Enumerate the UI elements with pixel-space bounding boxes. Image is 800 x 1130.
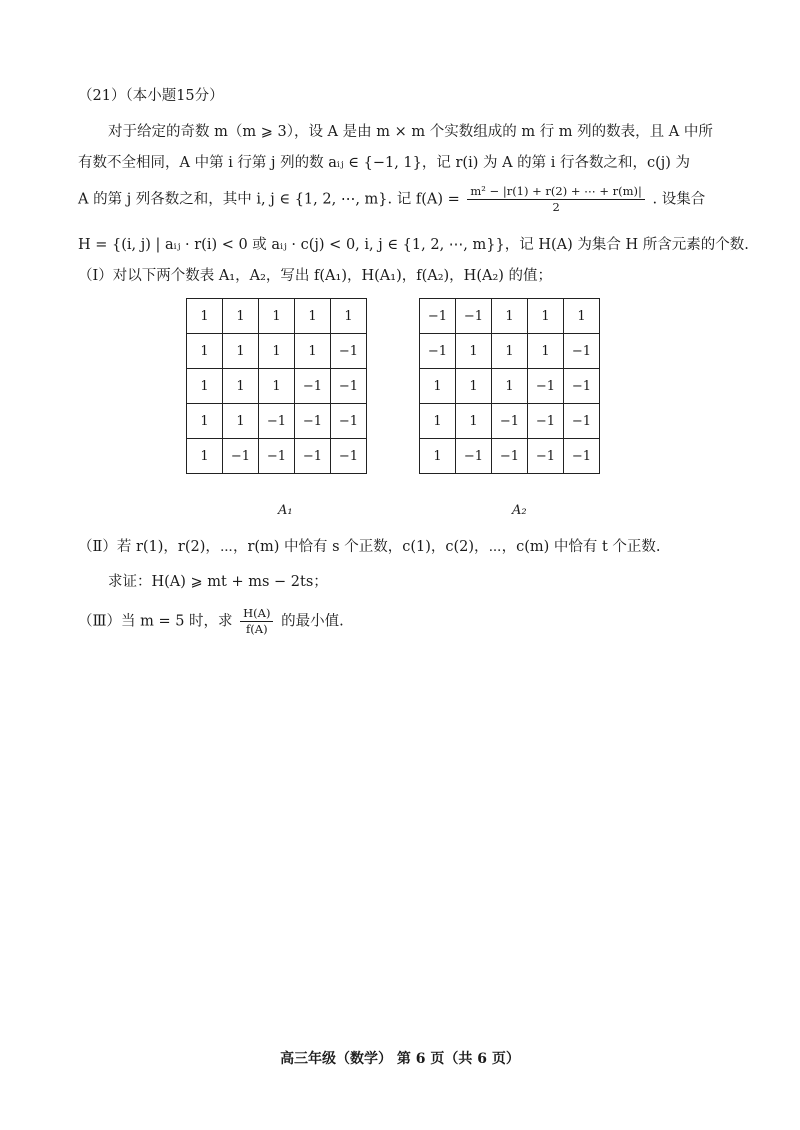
table-cell: 1 (187, 439, 223, 474)
table-cell: 1 (223, 404, 259, 439)
table-cell: 1 (528, 299, 564, 334)
table-cell: −1 (564, 334, 600, 369)
table-a2 (419, 298, 600, 474)
table-cell: −1 (331, 369, 367, 404)
table-cell: 1 (223, 299, 259, 334)
part-3 (78, 606, 738, 637)
table-cell: 1 (259, 334, 295, 369)
table-cell: 1 (295, 334, 331, 369)
table-cell: 1 (187, 369, 223, 404)
table-row (187, 404, 367, 439)
table-cell: 1 (223, 334, 259, 369)
table-cell: −1 (564, 439, 600, 474)
table-cell: −1 (420, 299, 456, 334)
table-row (420, 369, 600, 404)
table-row (420, 439, 600, 474)
table-cell: 1 (331, 299, 367, 334)
table-cell: −1 (528, 369, 564, 404)
table-cell: −1 (492, 404, 528, 439)
table-cell: −1 (456, 439, 492, 474)
intro-line-2: 有数不全相同，A 中第 i 行第 j 列的数 aᵢⱼ ∈ {−1, 1}，记 r(i) 为 A 的第 i 行各数之和，c(j) 为 (78, 155, 691, 171)
fraction-denominator: 2 (552, 200, 560, 214)
table-cell: 1 (259, 369, 295, 404)
table-row (187, 299, 367, 334)
table-cell: 1 (492, 369, 528, 404)
table-cell: 1 (492, 299, 528, 334)
table-cell: 1 (187, 404, 223, 439)
intro-line-4: H = {(i, j) | aᵢⱼ · r(i) < 0 或 aᵢⱼ · c(j) < 0, i, j ∈ {1, 2, ⋯, m}}，记 H(A) 为集合 H 所含元素的个数. (78, 237, 749, 253)
table-cell: −1 (456, 299, 492, 334)
table-cell: 1 (492, 334, 528, 369)
problem-number: （21）（本小题15分） (78, 88, 224, 104)
intro-line-3b: . 设集合 (652, 191, 706, 208)
table-row (187, 334, 367, 369)
table-cell: −1 (528, 439, 564, 474)
table-cell: −1 (564, 404, 600, 439)
table-cell: 1 (295, 299, 331, 334)
table-cell: −1 (528, 404, 564, 439)
table-cell: 1 (528, 334, 564, 369)
table-cell: 1 (456, 334, 492, 369)
table-cell: −1 (223, 439, 259, 474)
table-cell: −1 (492, 439, 528, 474)
table-cell: −1 (295, 369, 331, 404)
part-3a: （Ⅲ）当 m = 5 时，求 (78, 613, 233, 630)
table-row (420, 404, 600, 439)
intro-line-3a: A 的第 j 列各数之和，其中 i, j ∈ {1, 2, ⋯, m}. 记 f(A) = (78, 191, 460, 208)
table-cell: −1 (564, 369, 600, 404)
fraction-numerator: m² − |r(1) + r(2) + ⋯ + r(m)| (467, 184, 645, 200)
table-cell: 1 (259, 299, 295, 334)
part-2-proof: 求证：H(A) ⩾ mt + ms − 2ts； (108, 574, 328, 590)
table-cell: −1 (420, 334, 456, 369)
table-cell: −1 (331, 439, 367, 474)
table-cell: 1 (187, 334, 223, 369)
intro-line-1: 对于给定的奇数 m（m ⩾ 3），设 A 是由 m × m 个实数组成的 m 行 m 列的数表，且 A 中所 (108, 124, 713, 140)
table-cell: −1 (331, 334, 367, 369)
table-row (420, 334, 600, 369)
part-1: （Ⅰ）对以下两个数表 A₁，A₂，写出 f(A₁)，H(A₁)，f(A₂)，H(A₂) 的值； (78, 268, 553, 284)
table-cell: 1 (456, 404, 492, 439)
table-cell: −1 (331, 404, 367, 439)
f-definition-fraction (467, 184, 645, 215)
table-cell: 1 (187, 299, 223, 334)
part-2: （Ⅱ）若 r(1)，r(2)，⋯，r(m) 中恰有 s 个正数，c(1)，c(2)，⋯，c(m) 中恰有 t 个正数. (78, 539, 661, 555)
table-cell: −1 (259, 404, 295, 439)
ratio-denominator: f(A) (246, 622, 268, 636)
page-footer: 高三年级（数学） 第 6 页（共 6 页） (280, 1051, 520, 1067)
ratio-numerator: H(A) (240, 606, 273, 622)
table-cell: 1 (223, 369, 259, 404)
table-cell: −1 (259, 439, 295, 474)
table-row (420, 299, 600, 334)
intro-line-3 (78, 184, 738, 215)
table-cell: 1 (456, 369, 492, 404)
table-a1 (186, 298, 367, 474)
table-row (187, 369, 367, 404)
table-cell: 1 (420, 369, 456, 404)
table-cell: −1 (295, 439, 331, 474)
table-cell: 1 (420, 439, 456, 474)
table-cell: 1 (420, 404, 456, 439)
ratio-fraction (240, 606, 273, 637)
table-cell: 1 (564, 299, 600, 334)
part-3b: 的最小值. (281, 613, 344, 630)
caption-a1: A₁ (278, 503, 293, 518)
caption-a2: A₂ (512, 503, 527, 518)
table-row (187, 439, 367, 474)
table-cell: −1 (295, 404, 331, 439)
